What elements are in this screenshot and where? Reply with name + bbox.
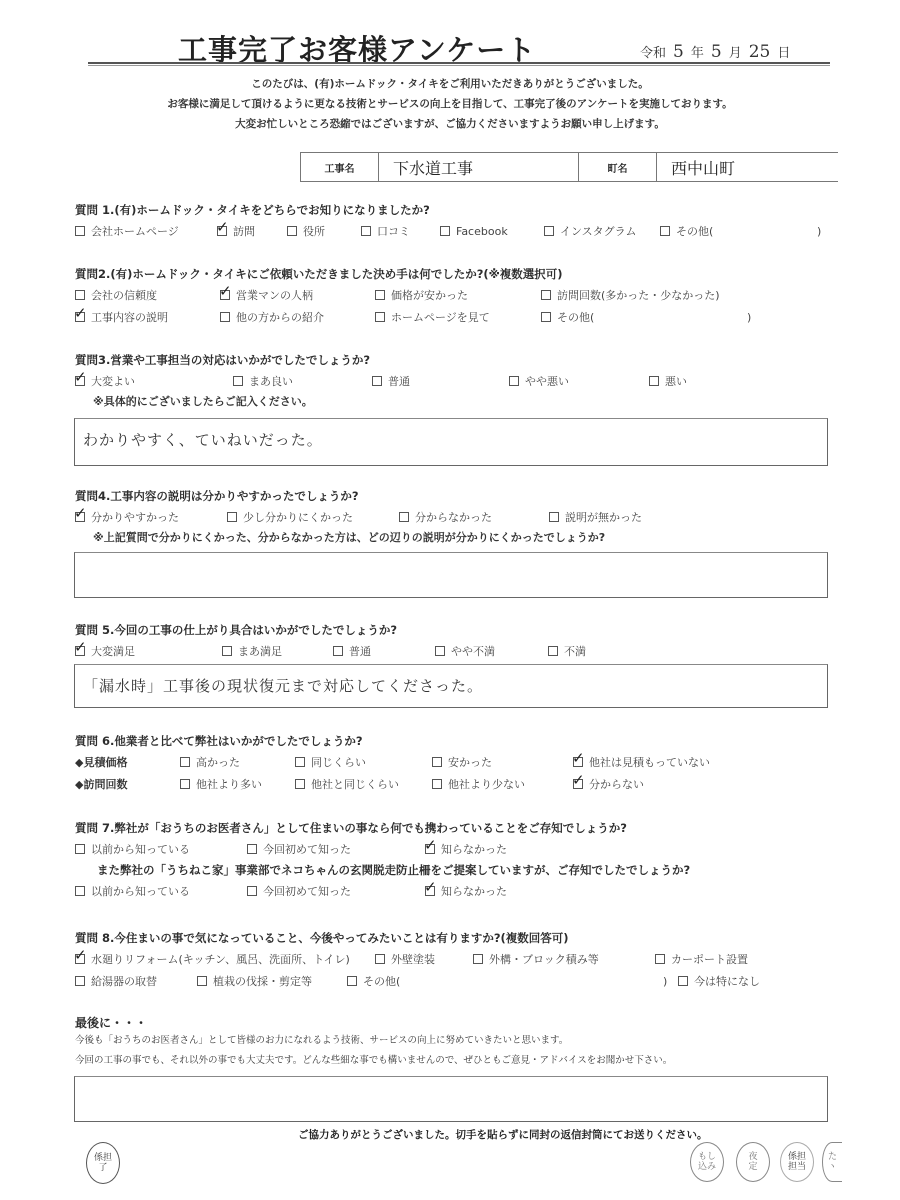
option-label: 普通: [349, 645, 371, 658]
intro-text: [60, 74, 840, 134]
question-title: 質問3.営業や工事担当の対応はいかがでしたでしょうか?: [75, 353, 371, 367]
checkbox-checked[interactable]: [217, 226, 227, 236]
final-section: [75, 1014, 835, 1071]
question-2: [75, 264, 835, 328]
option-tree-pruning[interactable]: [197, 970, 312, 992]
option-easy-to-understand[interactable]: [75, 506, 179, 528]
checkbox[interactable]: [75, 976, 85, 986]
option-label: その他(: [676, 225, 714, 238]
question-8: [75, 928, 835, 992]
option-label: 植栽の伐採・剪定等: [213, 975, 312, 988]
final-line: 今回の工事の事でも、それ以外の事でも大丈夫です。どんな些細な事でも構いませんので、ぜひともご意見・アドバイスをお聞かせ下さい。: [75, 1055, 673, 1066]
checkbox[interactable]: [399, 512, 409, 522]
checkbox[interactable]: [247, 886, 257, 896]
question-subtitle: また弊社の「うちねこ家」事業部でネコちゃんの玄関脱走防止柵をご提案していますが、ご存知でしたでしょうか?: [97, 863, 691, 877]
option-label: 説明が無かった: [565, 511, 642, 524]
stamp-text: た: [827, 1152, 837, 1162]
stamp-icon: [736, 1142, 770, 1182]
question-title: 質問 5.今回の工事の仕上がり具合はいかがでしたでしょうか?: [75, 623, 398, 637]
question-6: [75, 731, 835, 795]
thanks-text: ご協力ありがとうございました。切手を貼らずに同封の返信封筒にてお送りください。: [298, 1129, 708, 1141]
checkbox-checked[interactable]: [573, 779, 583, 789]
option-other[interactable]: [347, 970, 400, 992]
option-row: [75, 880, 835, 902]
option-visit-count[interactable]: [541, 284, 720, 306]
close-paren: ): [817, 224, 822, 238]
option-company-homepage[interactable]: [75, 220, 179, 242]
option-label: 以前から知っている: [91, 885, 190, 898]
option-label: 訪問回数(多かった・少なかった): [557, 289, 720, 302]
option-label: 分からなかった: [415, 511, 492, 524]
option-label: 以前から知っている: [91, 843, 190, 856]
checkbox[interactable]: [295, 757, 305, 767]
checkbox-checked[interactable]: [425, 844, 435, 854]
option-label: 他社は見積もっていない: [589, 756, 710, 769]
checkbox[interactable]: [347, 976, 357, 986]
option-row: [75, 640, 835, 662]
option-label: 安かった: [448, 756, 492, 769]
option-first-time[interactable]: [247, 838, 351, 860]
checkbox[interactable]: [75, 844, 85, 854]
project-name-label: 工事名: [300, 153, 378, 181]
stamp-text: 夜: [748, 1152, 758, 1162]
option-row: [75, 838, 835, 860]
question-title: 質問2.(有)ホームドック・タイキにご依頼いただきました決め手は何でしたか?(※複数選択可): [75, 267, 563, 281]
option-label: 分からない: [589, 778, 644, 791]
option-label: 会社の信頼度: [91, 289, 157, 302]
option-fewer-than-others[interactable]: [432, 773, 525, 795]
option-fairly-satisfied[interactable]: [222, 640, 282, 662]
option-label: 大変よい: [91, 375, 135, 388]
checkbox[interactable]: [678, 976, 688, 986]
checkbox[interactable]: [75, 290, 85, 300]
date-day-unit: 日: [777, 46, 791, 61]
stamp-icon: [86, 1142, 120, 1184]
option-label: Facebook: [456, 224, 508, 238]
checkbox-checked[interactable]: [75, 512, 85, 522]
option-label: 役所: [303, 225, 325, 238]
option-label: 同じくらい: [311, 756, 366, 769]
option-row: [75, 284, 835, 306]
date-month[interactable]: 5: [710, 42, 722, 62]
option-bad[interactable]: [649, 370, 687, 392]
town-name-field[interactable]: 西中山町: [656, 153, 838, 181]
stamp-icon: [690, 1142, 724, 1182]
date-year[interactable]: 5: [673, 42, 684, 62]
checkbox[interactable]: [548, 646, 558, 656]
checkbox-checked[interactable]: [75, 376, 85, 386]
question-4: [75, 486, 835, 548]
option-word-of-mouth[interactable]: [361, 220, 410, 242]
intro-line: 大変お忙しいところ恐縮ではございますが、ご協力くださいますようお願い申し上げます。: [235, 118, 665, 130]
question-title: 質問 1.(有)ホームドック・タイキをどちらでお知りになりましたか?: [75, 203, 430, 217]
option-label: 普通: [388, 375, 410, 388]
option-fairly-good[interactable]: [233, 370, 293, 392]
option-label: 給湯器の取替: [91, 975, 157, 988]
option-somewhat-hard[interactable]: [227, 506, 353, 528]
option-exterior-painting[interactable]: [375, 948, 435, 970]
checkbox[interactable]: [432, 779, 442, 789]
checkbox[interactable]: [180, 757, 190, 767]
option-same[interactable]: [295, 751, 366, 773]
option-more-than-others[interactable]: [180, 773, 262, 795]
final-comment-text: [75, 1077, 827, 1097]
checkbox[interactable]: [473, 954, 483, 964]
project-info-row: [300, 152, 838, 182]
checkbox-checked[interactable]: [75, 646, 85, 656]
checkbox[interactable]: [541, 312, 551, 322]
date-era: 令和: [640, 46, 667, 61]
option-label: 訪問: [233, 225, 255, 238]
option-not-understood[interactable]: [399, 506, 492, 528]
header-divider: [88, 62, 830, 66]
question-3: [75, 350, 835, 412]
option-instagram[interactable]: [544, 220, 637, 242]
option-label: 水廻りリフォーム(キッチン、風呂、洗面所、トイレ): [91, 953, 350, 966]
checkbox[interactable]: [440, 226, 450, 236]
option-label: 今回初めて知った: [263, 885, 351, 898]
option-label: 他社より多い: [196, 778, 262, 791]
stamp-icon: [822, 1142, 842, 1182]
date-day[interactable]: 25: [748, 42, 771, 62]
option-label: やや悪い: [525, 375, 569, 388]
option-very-good[interactable]: [75, 370, 135, 392]
checkbox[interactable]: [75, 886, 85, 896]
option-homepage[interactable]: [375, 306, 490, 328]
stamp-text: 担当: [787, 1162, 806, 1172]
option-water-reform[interactable]: [75, 948, 350, 970]
option-label: まあ良い: [249, 375, 293, 388]
option-label: 会社ホームページ: [91, 225, 179, 238]
checkbox[interactable]: [372, 376, 382, 386]
checkbox[interactable]: [233, 376, 243, 386]
option-label: 知らなかった: [441, 843, 507, 856]
option-exterior-block[interactable]: [473, 948, 599, 970]
option-row: [75, 370, 835, 392]
option-nothing-now[interactable]: [678, 970, 760, 992]
option-label: 他社と同じくらい: [311, 778, 399, 791]
checkbox[interactable]: [432, 757, 442, 767]
option-label: 分かりやすかった: [91, 511, 179, 524]
checkbox[interactable]: [180, 779, 190, 789]
option-dissatisfied[interactable]: [548, 640, 586, 662]
option-row-visits: [75, 773, 835, 795]
option-label: インスタグラム: [560, 225, 637, 238]
stamp-text: ヽ: [827, 1162, 837, 1172]
q3-comment-box[interactable]: [74, 418, 828, 466]
option-label: 知らなかった: [441, 885, 507, 898]
option-label: その他(: [363, 975, 401, 988]
option-label: 今は特になし: [694, 975, 760, 988]
option-row: [75, 970, 835, 992]
checkbox-checked[interactable]: [75, 954, 85, 964]
option-label: 不満: [564, 645, 586, 658]
q4-comment-box[interactable]: [74, 552, 828, 598]
option-row: [75, 506, 835, 528]
option-label: ホームページを見て: [391, 311, 490, 324]
option-label: まあ満足: [238, 645, 282, 658]
question-title: 質問 8.今住まいの事で気になっていること、今後やってみたいことは有りますか?(複数回答可): [75, 931, 569, 945]
option-somewhat-dissatisfied[interactable]: [435, 640, 495, 662]
option-label: 工事内容の説明: [91, 311, 168, 324]
close-paren: ): [663, 974, 668, 988]
option-visit[interactable]: [217, 220, 255, 242]
checkbox[interactable]: [247, 844, 257, 854]
checkbox[interactable]: [649, 376, 659, 386]
question-1: [75, 200, 835, 242]
option-knew-before[interactable]: [75, 838, 190, 860]
checkbox[interactable]: [655, 954, 665, 964]
option-label: 大変満足: [91, 645, 135, 658]
option-other[interactable]: [660, 220, 713, 242]
option-label: 少し分かりにくかった: [243, 511, 353, 524]
option-row: [75, 306, 835, 328]
option-label: 悪い: [665, 375, 687, 388]
option-first-time[interactable]: [247, 880, 351, 902]
stamp-text: 了: [98, 1163, 108, 1173]
row-label-estimate: ◆見積価格: [75, 756, 128, 769]
checkbox[interactable]: [197, 976, 207, 986]
question-title: 質問 7.弊社が「おうちのお医者さん」として住まいの事なら何でも携わっていることをご存知でしょうか?: [75, 821, 627, 835]
checkbox[interactable]: [435, 646, 445, 656]
option-row: [75, 948, 835, 970]
date-field: [640, 42, 790, 62]
option-label: その他(: [557, 311, 595, 324]
question-5: [75, 620, 835, 662]
checkbox[interactable]: [220, 312, 230, 322]
checkbox[interactable]: [660, 226, 670, 236]
intro-line: お客様に満足して頂けるように更なる技術とサービスの向上を目指して、工事完了後のアンケートを実施しております。: [167, 98, 733, 110]
option-label: 外構・ブロック積み等: [489, 953, 599, 966]
option-same-as-others[interactable]: [295, 773, 399, 795]
option-very-satisfied[interactable]: [75, 640, 135, 662]
option-label: 外壁塗装: [391, 953, 435, 966]
final-title: 最後に・・・: [75, 1016, 148, 1030]
stamp-icon: [780, 1142, 814, 1182]
q5-comment-box[interactable]: [74, 664, 828, 708]
checkbox[interactable]: [361, 226, 371, 236]
option-no-explanation[interactable]: [549, 506, 642, 528]
option-average[interactable]: [372, 370, 410, 392]
question-title: 質問4.工事内容の説明は分かりやすかったでしょうか?: [75, 489, 359, 503]
question-note: ※上記質問で分かりにくかった、分からなかった方は、どの辺りの説明が分かりにくかったでしょうか?: [93, 531, 606, 544]
option-referral[interactable]: [220, 306, 324, 328]
checkbox[interactable]: [541, 290, 551, 300]
option-no-other-estimate[interactable]: [573, 751, 710, 773]
page-title: 工事完了お客様アンケート: [178, 33, 537, 67]
stamp-text: 係担: [787, 1152, 806, 1162]
checkbox[interactable]: [287, 226, 297, 236]
option-dont-know[interactable]: [573, 773, 644, 795]
checkbox[interactable]: [375, 312, 385, 322]
date-month-unit: 月: [728, 46, 742, 61]
option-did-not-know[interactable]: [425, 838, 507, 860]
option-work-explanation[interactable]: [75, 306, 168, 328]
checkbox-checked[interactable]: [220, 290, 230, 300]
close-paren: ): [747, 310, 752, 324]
option-did-not-know[interactable]: [425, 880, 507, 902]
q4-comment-text: [75, 553, 827, 573]
checkbox-checked[interactable]: [425, 886, 435, 896]
checkbox[interactable]: [227, 512, 237, 522]
checkbox[interactable]: [333, 646, 343, 656]
stamp-text: 定: [748, 1162, 758, 1172]
question-title: 質問 6.他業者と比べて弊社はいかがでしたでしょうか?: [75, 734, 363, 748]
option-label: 高かった: [196, 756, 240, 769]
option-knew-before[interactable]: [75, 880, 190, 902]
option-row-estimate: [75, 751, 835, 773]
date-year-unit: 年: [690, 46, 704, 61]
checkbox[interactable]: [222, 646, 232, 656]
option-label: 他の方からの紹介: [236, 311, 324, 324]
option-row: [75, 220, 835, 242]
checkbox[interactable]: [375, 290, 385, 300]
checkbox-checked[interactable]: [573, 757, 583, 767]
option-water-heater[interactable]: [75, 970, 157, 992]
final-line: 今後も「おうちのお医者さん」として皆様のお力になれるよう技術、サービスの向上に努めていきたいと思います。: [75, 1035, 569, 1046]
option-salesperson[interactable]: [220, 284, 313, 306]
question-7: [75, 818, 835, 902]
checkbox[interactable]: [549, 512, 559, 522]
option-label: 今回初めて知った: [263, 843, 351, 856]
option-label: 価格が安かった: [391, 289, 468, 302]
q3-comment-text: わかりやすく、ていねいだった。: [83, 431, 323, 449]
option-other[interactable]: [541, 306, 594, 328]
option-higher[interactable]: [180, 751, 240, 773]
intro-line: このたびは、(有)ホームドック・タイキをご利用いただきありがとうございました。: [251, 78, 649, 90]
stamp-text: 込み: [697, 1162, 716, 1172]
project-name-field[interactable]: 下水道工事: [378, 153, 578, 181]
option-company-trust[interactable]: [75, 284, 157, 306]
town-name-label: 町名: [578, 153, 656, 181]
stamp-text: もし: [697, 1152, 716, 1162]
checkbox[interactable]: [509, 376, 519, 386]
checkbox[interactable]: [295, 779, 305, 789]
final-comment-box[interactable]: [74, 1076, 828, 1122]
option-somewhat-bad[interactable]: [509, 370, 569, 392]
row-label-visits: ◆訪問回数: [75, 778, 128, 791]
option-carport[interactable]: [655, 948, 748, 970]
checkbox[interactable]: [544, 226, 554, 236]
option-label: 口コミ: [377, 225, 410, 238]
option-low-price[interactable]: [375, 284, 468, 306]
question-note: ※具体的にございましたらご記入ください。: [93, 395, 313, 408]
option-cheaper[interactable]: [432, 751, 492, 773]
option-city-office[interactable]: [287, 220, 325, 242]
checkbox[interactable]: [375, 954, 385, 964]
checkbox-checked[interactable]: [75, 312, 85, 322]
option-label: 営業マンの人柄: [236, 289, 313, 302]
q5-comment-text: 「漏水時」工事後の現状復元まで対応してくださった。: [83, 677, 484, 695]
option-facebook[interactable]: [440, 220, 508, 242]
stamp-text: 係担: [93, 1153, 112, 1163]
checkbox[interactable]: [75, 226, 85, 236]
option-average[interactable]: [333, 640, 371, 662]
option-label: やや不満: [451, 645, 495, 658]
option-label: カーポート設置: [671, 953, 748, 966]
option-label: 他社より少ない: [448, 778, 525, 791]
